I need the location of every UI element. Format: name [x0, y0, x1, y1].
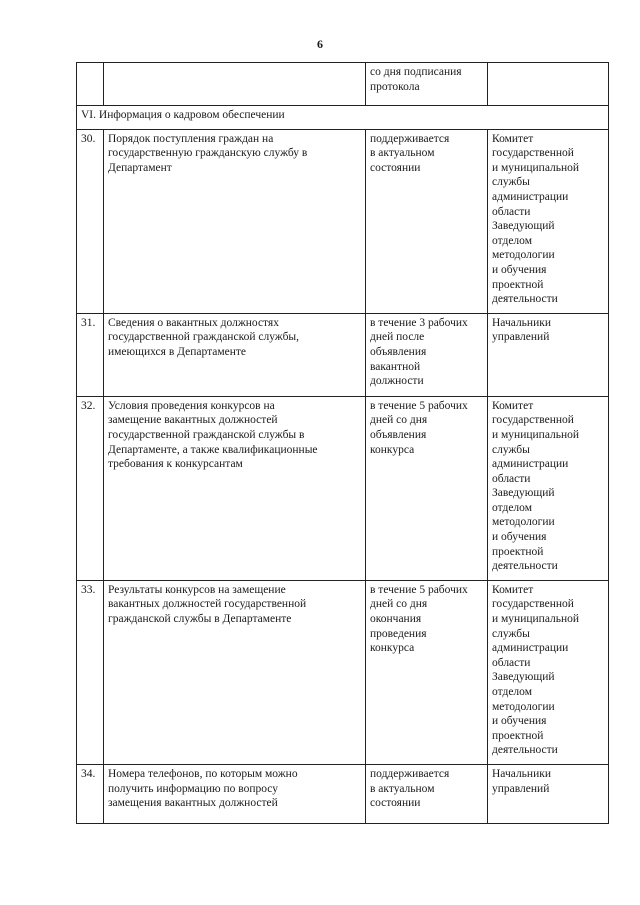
responsible-line: Начальники: [492, 767, 551, 780]
info-cell: [104, 63, 366, 106]
deadline-line: конкурса: [370, 642, 415, 655]
deadline-line: конкурса: [370, 443, 415, 456]
responsible-line: и обучения: [492, 715, 547, 728]
info-line: государственной гражданской службы в: [108, 428, 305, 441]
deadline-line: дней после: [370, 331, 425, 344]
responsible-cell: [488, 313, 609, 396]
info-line: замещение вакантных должностей: [108, 414, 278, 427]
info-line: государственную гражданскую службу в: [108, 147, 308, 160]
responsible-line: государственной: [492, 147, 574, 160]
deadline-line: в течение 5 рабочих: [370, 399, 468, 412]
info-cell: [104, 129, 366, 313]
responsible-line: Комитет: [492, 399, 534, 412]
responsible-line: методологии: [492, 700, 555, 713]
responsible-cell: [488, 580, 609, 764]
responsible-line: и муниципальной: [492, 428, 580, 441]
responsible-line: и муниципальной: [492, 161, 580, 174]
info-line: замещения вакантных должностей: [108, 797, 278, 810]
info-line: Сведения о вакантных должностях: [108, 316, 279, 329]
responsible-cell: [488, 764, 609, 823]
responsible-line: государственной: [492, 598, 574, 611]
responsible-line: и обучения: [492, 531, 547, 544]
row-number: 33.: [77, 580, 104, 764]
responsible-line: области: [492, 656, 531, 669]
info-cell: [104, 396, 366, 580]
responsible-line: проектной: [492, 545, 544, 558]
responsible-cell: [488, 63, 609, 106]
table-row: [77, 129, 609, 313]
info-cell: [104, 313, 366, 396]
responsible-line: отделом: [492, 686, 532, 698]
responsible-line: Комитет: [492, 583, 534, 596]
responsible-line: службы: [492, 627, 530, 640]
deadline-cell: [366, 313, 488, 396]
info-cell: [104, 764, 366, 823]
responsible-cell: [488, 396, 609, 580]
deadline-line: дней со дня: [370, 598, 428, 611]
responsible-line: службы: [492, 443, 530, 456]
deadline-line: должности: [370, 375, 424, 388]
responsible-line: Заведующий: [492, 220, 555, 233]
responsible-line: Начальники: [492, 316, 551, 329]
deadline-line: в течение 3 рабочих: [370, 316, 468, 329]
responsible-cell: [488, 129, 609, 313]
deadline-line: поддерживается: [370, 132, 450, 145]
responsible-line: Заведующий: [492, 487, 555, 500]
deadline-cell: [366, 63, 488, 106]
table-row-continuation: [77, 63, 609, 106]
table-row: [77, 580, 609, 764]
deadline-cell: [366, 580, 488, 764]
deadline-line: проведения: [370, 627, 427, 640]
section-title: VI. Информация о кадровом обеспечении: [77, 106, 609, 130]
responsible-line: государственной: [492, 414, 574, 427]
deadline-line: протокола: [370, 80, 420, 93]
responsible-line: администрации: [492, 458, 569, 471]
deadline-line: объявления: [370, 345, 427, 358]
responsible-line: методологии: [492, 516, 555, 529]
deadline-line: вакантной: [370, 360, 421, 373]
responsible-line: Комитет: [492, 132, 534, 145]
info-line: получить информацию по вопросу: [108, 782, 279, 795]
deadline-line: состоянии: [370, 797, 421, 810]
info-line: Департамент: [108, 161, 172, 174]
row-number: [77, 63, 104, 106]
deadline-line: со дня подписания: [370, 66, 462, 78]
table-row: [77, 313, 609, 396]
responsible-line: деятельности: [492, 293, 558, 306]
table-row: [77, 396, 609, 580]
responsible-line: области: [492, 205, 531, 218]
deadline-line: объявления: [370, 428, 427, 441]
row-number: 34.: [77, 764, 104, 823]
info-line: Условия проведения конкурсов на: [108, 399, 275, 412]
table-row: [77, 764, 609, 823]
page-number: 6: [317, 37, 323, 51]
info-line: государственной гражданской службы,: [108, 331, 300, 344]
responsible-line: администрации: [492, 190, 569, 203]
responsible-line: проектной: [492, 278, 544, 291]
responsible-line: Заведующий: [492, 671, 555, 684]
responsible-line: отделом: [492, 501, 532, 514]
deadline-line: в актуальном: [370, 782, 435, 795]
responsible-line: области: [492, 472, 531, 485]
row-number: 30.: [77, 129, 104, 313]
info-line: Номера телефонов, по которым можно: [108, 767, 298, 780]
responsible-line: и муниципальной: [492, 613, 580, 626]
info-line: имеющихся в Департаменте: [108, 345, 247, 358]
deadline-line: окончания: [370, 613, 422, 626]
info-line: гражданской службы в Департаменте: [108, 613, 292, 626]
deadline-cell: [366, 764, 488, 823]
deadline-line: поддерживается: [370, 767, 450, 780]
responsible-line: управлений: [492, 782, 550, 795]
responsible-line: и обучения: [492, 263, 547, 276]
info-line: Департаменте, а также квалификационные: [108, 443, 318, 456]
deadline-line: в актуальном: [370, 147, 435, 160]
info-line: требования к конкурсантам: [108, 458, 243, 471]
info-line: Порядок поступления граждан на: [108, 132, 274, 145]
info-line: Результаты конкурсов на замещение: [108, 583, 286, 596]
deadline-line: состоянии: [370, 161, 421, 174]
info-line: вакантных должностей государственной: [108, 598, 307, 611]
deadline-line: в течение 5 рабочих: [370, 583, 468, 596]
responsible-line: управлений: [492, 331, 550, 344]
responsible-line: администрации: [492, 642, 569, 655]
deadline-line: дней со дня: [370, 414, 428, 427]
responsible-line: методологии: [492, 249, 555, 262]
info-cell: [104, 580, 366, 764]
responsible-line: службы: [492, 176, 530, 189]
deadline-cell: [366, 129, 488, 313]
row-number: 31.: [77, 313, 104, 396]
document-table: [76, 62, 609, 824]
responsible-line: отделом: [492, 234, 532, 247]
section-row: [77, 106, 609, 130]
row-number: 32.: [77, 396, 104, 580]
deadline-cell: [366, 396, 488, 580]
responsible-line: деятельности: [492, 560, 558, 573]
responsible-line: проектной: [492, 729, 544, 742]
responsible-line: деятельности: [492, 744, 558, 757]
